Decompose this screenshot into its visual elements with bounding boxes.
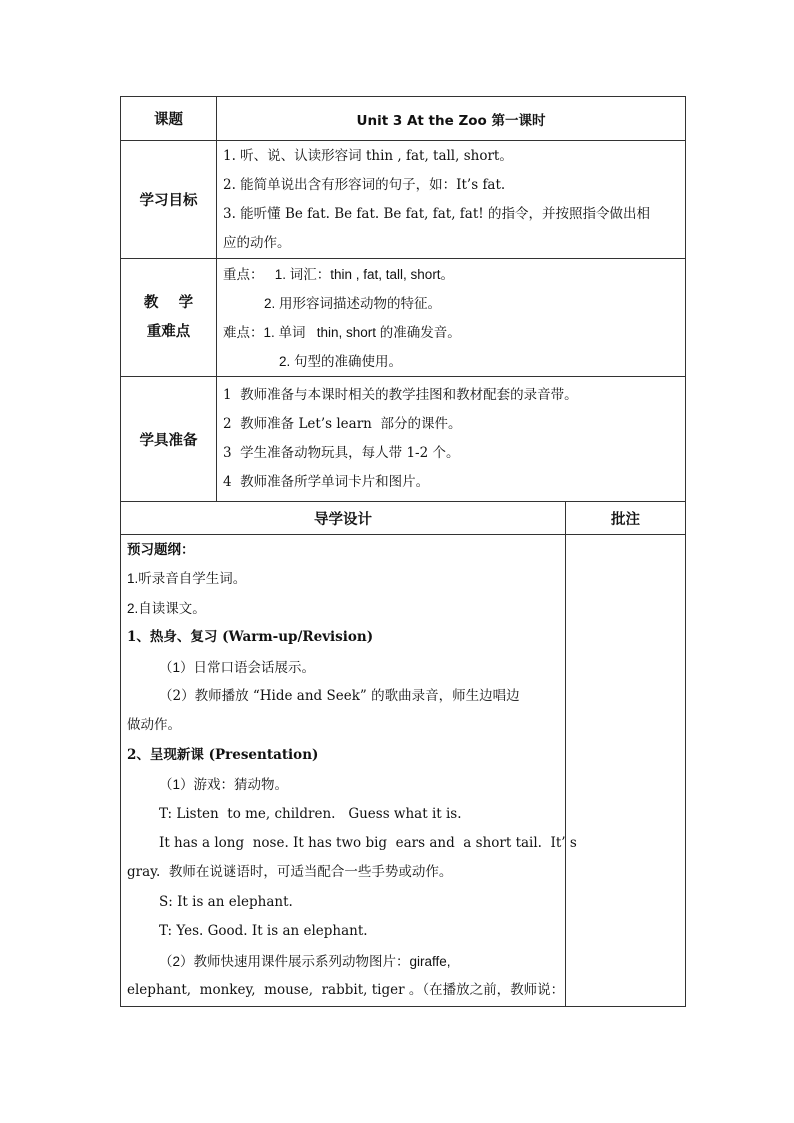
notes-header: 批注 [566,502,686,535]
difficulty-line: 难点：1. 单词 thin, short 的准确发音。 [223,324,461,340]
title-label: 课题 [121,97,217,141]
dialogue-line: It has a long nose. It has two big ears and a short tail. It’ s [159,835,577,852]
presentation-step: （1）游戏：猜动物。 [159,777,289,793]
notes-content [566,535,686,1007]
title-row [121,97,686,141]
dialogue-line: T: Listen to me, children. Guess what it is. [159,805,462,822]
key-points-label [121,259,217,377]
objective-item: 应的动作。 [223,234,291,251]
warmup-step: （1）日常口语会话展示。 [159,659,316,675]
design-row [121,535,686,1007]
objectives-row [121,141,686,259]
key-points-row [121,259,686,377]
section-presentation-title: 2、呈现新课 (Presentation) [127,746,319,763]
material-item: 2 教师准备 Let’s learn 部分的课件。 [223,416,462,432]
preview-item: 2.自读课文。 [127,600,206,616]
presentation-step: （2）教师快速用课件展示系列动物图片：giraffe, [159,953,451,969]
lesson-title: Unit 3 At the Zoo 第一课时 [217,97,686,141]
material-item: 1 教师准备与本课时相关的教学挂图和教材配套的录音带。 [223,387,578,403]
preview-title: 预习题纲： [127,542,195,557]
objective-item: 2. 能简单说出含有形容词的句子，如：It’s fat. [223,176,506,193]
warmup-step: （2）教师播放 “Hide and Seek” 的歌曲录音，师生边唱边 [159,688,520,705]
warmup-step-cont: 做动作。 [127,717,181,734]
material-item: 3 学生准备动物玩具，每人带 1-2 个。 [223,445,460,461]
difficulty-line: 2. 句型的准确使用。 [279,353,403,369]
dialogue-line: S: It is an elephant. [159,893,293,910]
objective-item: 3. 能听懂 Be fat. Be fat. Be fat, fat, fat! 的指令，并按照指令做出相 [223,205,650,222]
key-point-line: 2. 用形容词描述动物的特征。 [264,295,442,311]
materials-label: 学具准备 [121,377,217,502]
guide-design-content [121,535,577,1007]
material-item: 4 教师准备所学单词卡片和图片。 [223,474,430,490]
objectives-label: 学习目标 [121,141,217,259]
materials-content [217,377,686,502]
dialogue-line: T: Yes. Good. It is an elephant. [159,923,368,940]
key-points-label-line1: 教 学 [143,294,194,311]
guide-design-header: 导学设计 [121,502,566,535]
lesson-plan-table [120,96,686,1007]
section-warmup-title: 1、热身、复习 (Warm-up/Revision) [127,629,374,646]
materials-row [121,377,686,502]
key-point-line: 重点： 1. 词汇：thin , fat, tall, short。 [223,266,455,282]
dialogue-line: gray. 教师在说谜语时，可适当配合一些手势或动作。 [127,864,453,881]
objectives-content [217,141,686,259]
key-points-label-line2: 重难点 [146,323,191,340]
objective-item: 1. 听、说、认读形容词 thin , fat, tall, short。 [223,147,513,164]
design-header-row [121,502,686,535]
preview-item: 1.听录音自学生词。 [127,571,247,587]
key-points-content [217,259,686,377]
presentation-step-cont: elephant, monkey, mouse, rabbit, tiger 。（在播放之前，教师说： [127,982,565,999]
